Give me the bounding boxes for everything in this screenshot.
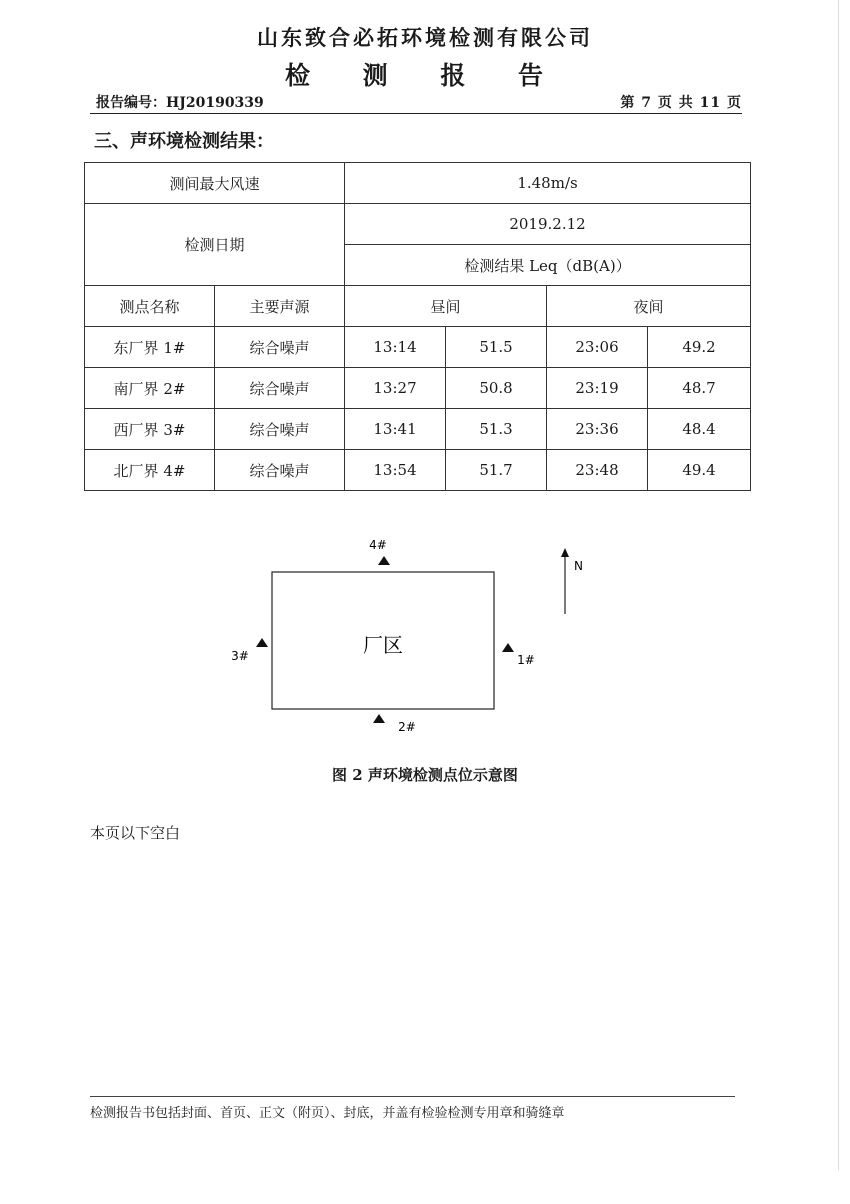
table-row xyxy=(85,368,751,409)
point-name: 南厂界 2# xyxy=(85,368,215,409)
noise-source: 综合噪声 xyxy=(215,450,345,491)
point-3-label: 3# xyxy=(231,649,249,663)
noise-source: 综合噪声 xyxy=(215,368,345,409)
day-time: 13:54 xyxy=(345,450,446,491)
column-header-point: 测点名称 xyxy=(85,286,215,327)
scan-edge xyxy=(838,0,839,1170)
point-2-label: 2# xyxy=(398,720,416,734)
table-row xyxy=(85,327,751,368)
column-header-source: 主要声源 xyxy=(215,286,345,327)
noise-source: 综合噪声 xyxy=(215,327,345,368)
footer-note: 检测报告书包括封面、首页、正文（附页）、封底，并盖有检验检测专用章和骑缝章 xyxy=(90,1106,565,1121)
footer-divider xyxy=(90,1096,735,1097)
section-heading: 三、声环境检测结果： xyxy=(94,131,274,152)
point-name: 北厂界 4# xyxy=(85,450,215,491)
blank-page-note: 本页以下空白 xyxy=(90,824,181,842)
point-name: 西厂界 3# xyxy=(85,409,215,450)
test-date-label: 检测日期 xyxy=(85,204,345,286)
table-row xyxy=(85,450,751,491)
wind-speed-value: 1.48m/s xyxy=(345,163,751,204)
noise-source: 综合噪声 xyxy=(215,409,345,450)
night-time: 23:19 xyxy=(547,368,648,409)
noise-results-table xyxy=(84,162,751,491)
day-time: 13:41 xyxy=(345,409,446,450)
night-time: 23:36 xyxy=(547,409,648,450)
figure-caption: 图 2 声环境检测点位示意图 xyxy=(332,766,518,784)
day-time: 13:14 xyxy=(345,327,446,368)
night-value: 48.4 xyxy=(648,409,751,450)
point-name: 东厂界 1# xyxy=(85,327,215,368)
point-1-label: 1# xyxy=(517,653,535,667)
north-arrow-icon xyxy=(561,548,569,557)
day-value: 51.3 xyxy=(446,409,547,450)
night-value: 48.7 xyxy=(648,368,751,409)
test-date-value: 2019.2.12 xyxy=(345,204,751,245)
night-time: 23:48 xyxy=(547,450,648,491)
night-value: 49.4 xyxy=(648,450,751,491)
company-name: 山东致合必拓环境检测有限公司 xyxy=(257,25,593,50)
result-unit-label: 检测结果 Leq（dB(A)） xyxy=(345,245,751,286)
night-time: 23:06 xyxy=(547,327,648,368)
table-row xyxy=(85,409,751,450)
north-label: N xyxy=(574,559,583,573)
day-value: 50.8 xyxy=(446,368,547,409)
point-3-marker xyxy=(256,638,268,647)
point-4-label: 4# xyxy=(369,538,387,552)
point-2-marker xyxy=(373,714,385,723)
header-divider xyxy=(90,113,742,114)
document-title: 检 测 报 告 xyxy=(284,61,566,90)
point-1-marker xyxy=(502,643,514,652)
wind-speed-label: 测间最大风速 xyxy=(85,163,345,204)
report-number: 报告编号：HJ20190339 xyxy=(96,95,264,111)
column-header-night: 夜间 xyxy=(547,286,751,327)
day-value: 51.7 xyxy=(446,450,547,491)
column-header-day: 昼间 xyxy=(345,286,547,327)
plant-area-label: 厂区 xyxy=(363,633,403,657)
point-4-marker xyxy=(378,556,390,565)
day-value: 51.5 xyxy=(446,327,547,368)
page-indicator: 第 7 页 共 11 页 xyxy=(620,95,742,111)
night-value: 49.2 xyxy=(648,327,751,368)
day-time: 13:27 xyxy=(345,368,446,409)
